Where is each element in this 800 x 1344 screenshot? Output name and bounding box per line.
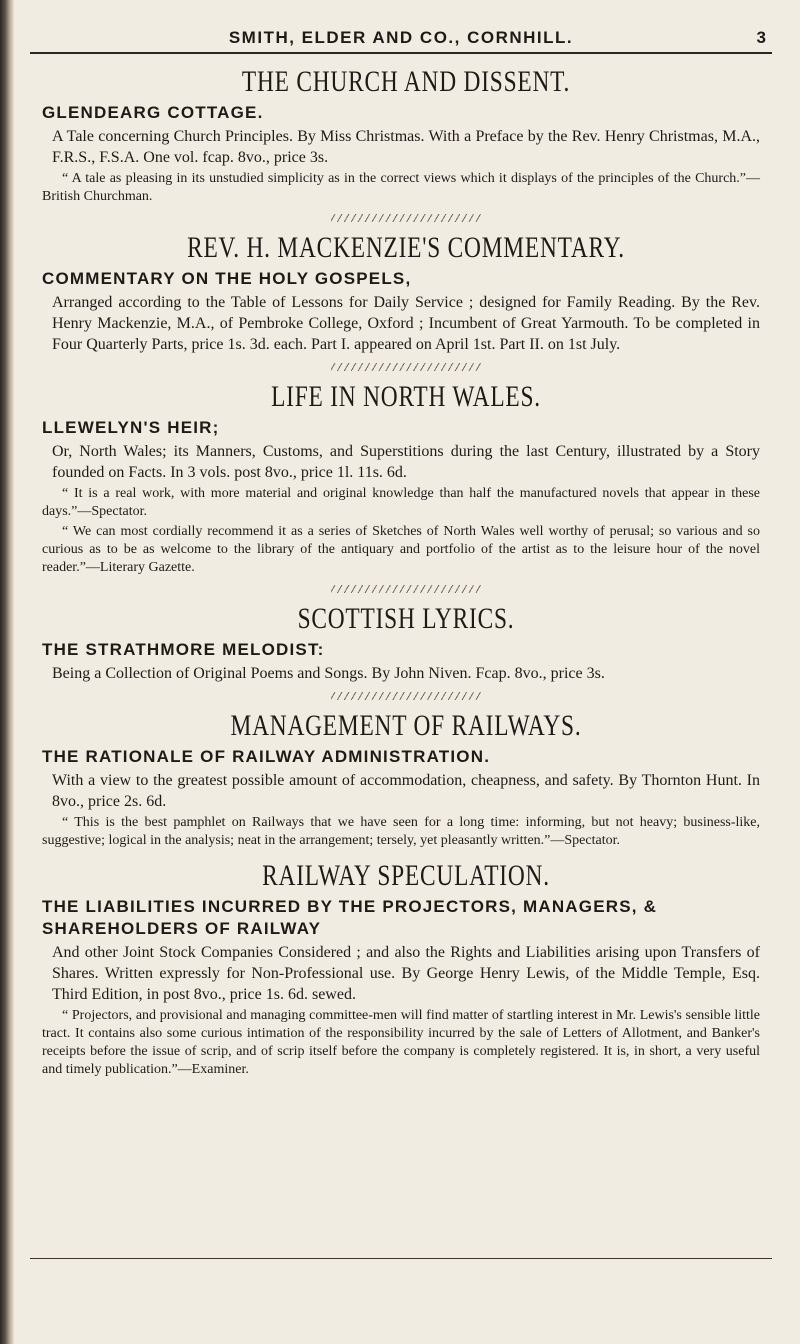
bottom-rule bbox=[30, 1258, 772, 1259]
entry-heading: LIFE IN NORTH WALES. bbox=[271, 380, 541, 413]
book-entry bbox=[42, 708, 760, 850]
entry-description: Or, North Wales; its Manners, Customs, and Superstitions during the last Century, illustrated by a Story founded on Facts. In 3 vols. post 8vo., price 1l. 11s. 6d. bbox=[52, 443, 760, 481]
entry-title: GLENDEARG COTTAGE. bbox=[42, 103, 264, 122]
running-head bbox=[30, 22, 772, 54]
book-entry bbox=[42, 601, 760, 684]
wavy-divider bbox=[331, 585, 481, 593]
entry-review: “ Projectors, and provisional and managing committee-men will find matter of startling interest in Mr. Lewis's sensible little tract. It contains also some curious intimation of the responsibility incurred by the sale of Letters of Allotment, and Banker's receipts before the issue of scrip, and of scrip itself before the company is completely registered. It is, in short, a very useful and timely publication.”—Examiner. bbox=[42, 1008, 760, 1077]
wavy-divider bbox=[331, 363, 481, 371]
page-spine-shadow bbox=[0, 0, 14, 1344]
entry-title: THE STRATHMORE MELODIST: bbox=[42, 640, 325, 659]
entry-title: THE LIABILITIES INCURRED BY THE PROJECTORS, MANAGERS, & SHAREHOLDERS OF RAILWAY bbox=[42, 897, 658, 938]
entry-review: “ This is the best pamphlet on Railways that we have seen for a long time: informing, but not heavy; business-like, suggestive; logical in the analysis; neat in the arrangement; tersely, yet pleasantly written.”—Spectator. bbox=[42, 815, 760, 848]
entry-heading: RAILWAY SPECULATION. bbox=[262, 859, 550, 892]
entry-title: COMMENTARY ON THE HOLY GOSPELS, bbox=[42, 269, 412, 288]
entry-description: And other Joint Stock Companies Considered ; and also the Rights and Liabilities arising upon Transfers of Shares. Written expressly for Non-Professional use. By George Henry Lewis, of the Middle Temple, Esq. Third Edition, in post 8vo., price 1s. 6d. sewed. bbox=[52, 944, 760, 1003]
entry-review: “ We can most cordially recommend it as a series of Sketches of North Wales well worthy of perusal; so various and so curious as to be as welcome to the library of the antiquary and portfolio of the artist as to the leisure hour of the novel reader.”—Literary Gazette. bbox=[42, 524, 760, 575]
page-number: 3 bbox=[756, 28, 766, 47]
entry-heading: MANAGEMENT OF RAILWAYS. bbox=[230, 709, 582, 742]
wavy-divider bbox=[331, 692, 481, 700]
book-entry bbox=[42, 379, 760, 577]
entry-heading: REV. H. MACKENZIE'S COMMENTARY. bbox=[187, 231, 625, 264]
entry-heading: THE CHURCH AND DISSENT. bbox=[241, 65, 571, 98]
entry-title: LLEWELYN'S HEIR; bbox=[42, 418, 220, 437]
publisher-header: SMITH, ELDER AND CO., CORNHILL. bbox=[228, 28, 574, 47]
book-entry bbox=[42, 64, 760, 206]
entry-review: “ A tale as pleasing in its unstudied simplicity as in the correct views which it displays of the principles of the Church.”—British Churchman. bbox=[42, 171, 760, 204]
advertisement-list bbox=[42, 64, 760, 1087]
entry-review: “ It is a real work, with more material and original knowledge than half the manufactured novels that appear in these days.”—Spectator. bbox=[42, 486, 760, 519]
entry-description: A Tale concerning Church Principles. By Miss Christmas. With a Preface by the Rev. Henry Christmas, M.A., F.R.S., F.S.A. One vol. fcap. 8vo., price 3s. bbox=[52, 128, 760, 166]
entry-title: THE RATIONALE OF RAILWAY ADMINISTRATION. bbox=[42, 747, 491, 766]
wavy-divider bbox=[331, 214, 481, 222]
book-entry bbox=[42, 858, 760, 1079]
entry-heading: SCOTTISH LYRICS. bbox=[297, 602, 515, 635]
entry-description: With a view to the greatest possible amount of accommodation, cheapness, and safety. By Thornton Hunt. In 8vo., price 2s. 6d. bbox=[52, 772, 760, 810]
entry-description: Being a Collection of Original Poems and Songs. By John Niven. Fcap. 8vo., price 3s. bbox=[52, 665, 605, 682]
entry-description: Arranged according to the Table of Lessons for Daily Service ; designed for Family Reading. By the Rev. Henry Mackenzie, M.A., of Pembroke College, Oxford ; Incumbent of Great Yarmouth. To be completed in Four Quarterly Parts, price 1s. 3d. each. Part I. appeared on April 1st. Part II. on 1st July. bbox=[52, 294, 760, 353]
book-entry bbox=[42, 230, 760, 355]
